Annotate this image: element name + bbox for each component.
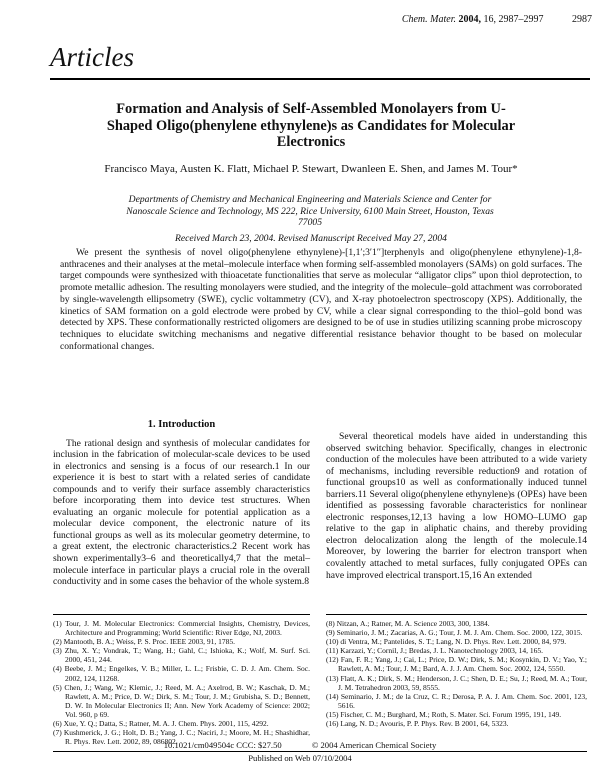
running-head <box>402 14 592 25</box>
copyright: © 2004 American Chemical Society <box>311 740 437 750</box>
reference-item: (13) Flatt, A. K.; Dirk, S. M.; Henderson, J. C.; Shen, D. E.; Su, J.; Reed, M. A.; Tour, J. M. Tetrahedron 2003, 59, 8555. <box>326 673 587 692</box>
references-right <box>326 619 587 728</box>
body-column-left <box>53 419 310 588</box>
publication-date: Published on Web 07/10/2004 <box>248 753 352 763</box>
abstract-text: We present the synthesis of novel oligo(phenylene ethynylene)-[1,1′;3′1′′]terphenyls and oligo(phenylene ethynylene)-1,8-anthracenes and their analyses at the metal–molecule interface when forming self-assembled monolayers (SAMs) on gold surfaces. The target compounds were synthesized with thioacetate functionalities that serve as molecular “alligator clips” upon thiol deprotection, to promote metallic adhesion. The resulting monolayers were studied, and the integrity of the molecule–gold attachment was corroborated by single-wavelength ellipsometry (SWE), cyclic voltammetry (CV), and X-ray photoelectron spectroscopy (XPS). Additionally, the kinetics of SAM formation on a gold electrode were probed by CV, while a clear signal corresponding to the thiol–gold bond was detected by XPS. These conformationally restricted oligomers are designed to be of use in studies utilizing scanning probe microscopy techniques to elucidate switching mechanisms and negative differential resistance behavior thought to be based on molecular conformational changes. <box>60 247 582 352</box>
journal-year: 2004, <box>458 14 481 25</box>
intro-paragraph-2: Several theoretical models have aided in understanding this observed switching behavior. Specifically, changes in electronic conduction of the molecules have been attributed to a wide variety of mechanisms, including reversible reduction9 and rotation of functional groups10 as well as conformationally induced tunnel barriers.11 Several oligo(phenylene ethynylene)s (OPEs) have been identified as possessing favorable characteristics for nonlinear electronic responses,12,13 having a low HOMO–LUMO gap relative to the gap in aliphatic chains, and thereby providing electron delocalization along the length of the molecule.14 Moreover, by lowering the barrier for electron transport when covalently attached to metal surfaces, fully conjugated OPEs can have improved electrical transport.15,16 An extended <box>326 431 587 581</box>
footnote-rule-right <box>326 614 587 615</box>
footer-line-1 <box>0 740 600 750</box>
author-list: Francisco Maya, Austen K. Flatt, Michael P. Stewart, Dwanleen E. Shen, and James M. Tour* <box>104 163 518 175</box>
reference-item: (6) Xue, Y. Q.; Datta, S.; Ratner, M. A. J. Chem. Phys. 2001, 115, 4292. <box>53 719 269 729</box>
journal-name: Chem. Mater. <box>401 14 456 25</box>
page-number: 2987 <box>572 14 592 25</box>
banner-rule <box>50 78 590 80</box>
intro-paragraph-1: The rational design and synthesis of molecular candidates for inclusion in the fabrication of molecular-scale devices to be used in electronics and sensing is a focus of our research.1 In our experience it is best to start with a related series of candidate compounds and to verify their surface assembly characteristics before incorporating them into device test structures. When evaluating an organic molecule for potential application as a molecular device component, the electronic nature of its functional groups as well as its molecular geometry determine, to a great extent, the electronic characteristics.2 Recent work has shown experimentally3–6 and theoretically4,7 that the metal–molecule interface in particular plays a crucial role in the overall conductivity and in some cases the behavior of the whole system.8 <box>53 437 310 588</box>
reference-item: (5) Chen, J.; Wang, W.; Klemic, J.; Reed, M. A.; Axelrod, B. W.; Kaschak, D. M.; Rawlett, A. M.; Price, D. W.; Dirk, S. M.; Tour, J. M.; Grubisha, S. D.; Bennett, D. W. In Molecular Electronics II; Ann. New York Academy of Science: 2002; Vol. 960, p 69. <box>53 682 310 719</box>
paper-title: Formation and Analysis of Self-Assembled Monolayers from U-Shaped Oligo(phenylene ethynylene)s as Candidates for Molecular Electronics <box>106 101 516 150</box>
section-banner: Articles <box>50 42 134 72</box>
reference-item: (10) di Ventra, M.; Pantelides, S. T.; Lang, N. D. Phys. Rev. Lett. 2000, 84, 979. <box>326 637 567 647</box>
journal-citation: 16, 2987–2997 <box>483 14 544 25</box>
reference-item: (15) Fischer, C. M.; Burghard, M.; Roth, S. Mater. Sci. Forum 1995, 191, 149. <box>326 709 562 719</box>
reference-item: (11) Karzazi, Y.; Cornil, J.; Bredas, J. L. Nanotechnology 2003, 14, 165. <box>326 646 543 656</box>
abstract <box>60 247 582 352</box>
reference-item: (2) Mantooth, B. A.; Weiss, P. S. Proc. IEEE 2003, 91, 1785. <box>53 637 235 647</box>
footnote-rule-left <box>53 614 310 615</box>
received-dates: Received March 23, 2004. Revised Manuscript Received May 27, 2004 <box>175 233 447 244</box>
reference-item: (9) Seminario, J. M.; Zacarias, A. G.; Tour, J. M. J. Am. Chem. Soc. 2000, 122, 3015. <box>326 628 583 638</box>
reference-item: (12) Fan, F. R.; Yang, J.; Cai, L.; Price, D. W.; Dirk, S. M.; Kosynkin, D. V.; Yao, Y.; Rawlett, A. M.; Tour, J. M.; Bard, A. J. J. Am. Chem. Soc. 2002, 124, 5550. <box>326 655 587 674</box>
doi-price: 10.1021/cm049504c CCC: $27.50 <box>163 740 282 750</box>
reference-item: (1) Tour, J. M. Molecular Electronics: Commercial Insights, Chemistry, Devices, Architecture and Programming; World Scientific: River Edge, NJ, 2003. <box>53 619 310 638</box>
reference-item: (16) Lang, N. D.; Avouris, P. P. Phys. Rev. B 2001, 64, 5323. <box>326 719 509 729</box>
section-heading-introduction: 1. Introduction <box>147 419 216 430</box>
references-left <box>53 619 310 746</box>
reference-item: (7) Kushmerick, J. G.; Holt, D. B.; Yang, J. C.; Naciri, J.; Moore, M. H.; Shashidhar, R. Phys. Rev. Lett. 2002, 89, 086802. <box>53 728 310 747</box>
body-column-right <box>326 431 587 581</box>
reference-item: (4) Beebe, J. M.; Engelkes, V. B.; Miller, L. L.; Frisbie, C. D. J. Am. Chem. Soc. 2002, 124, 11268. <box>53 664 310 683</box>
reference-item: (14) Seminario, J. M.; de la Cruz, C. R.; Derosa, P. A. J. Am. Chem. Soc. 2001, 123, 5616. <box>326 691 587 710</box>
affiliation: Departments of Chemistry and Mechanical Engineering and Materials Science and Center for Nanoscale Science and Technology, MS 222, Rice University, 6100 Main Street, Houston, Texas 77005 <box>126 194 494 229</box>
reference-item: (8) Nitzan, A.; Ratner, M. A. Science 2003, 300, 1384. <box>326 619 490 628</box>
reference-item: (3) Zhu, X. Y.; Vondrak, T.; Wang, H.; Gahl, C.; Ishioka, K.; Wolf, M. Surf. Sci. 2000, 451, 244. <box>53 646 310 665</box>
footer-rule <box>53 751 587 752</box>
